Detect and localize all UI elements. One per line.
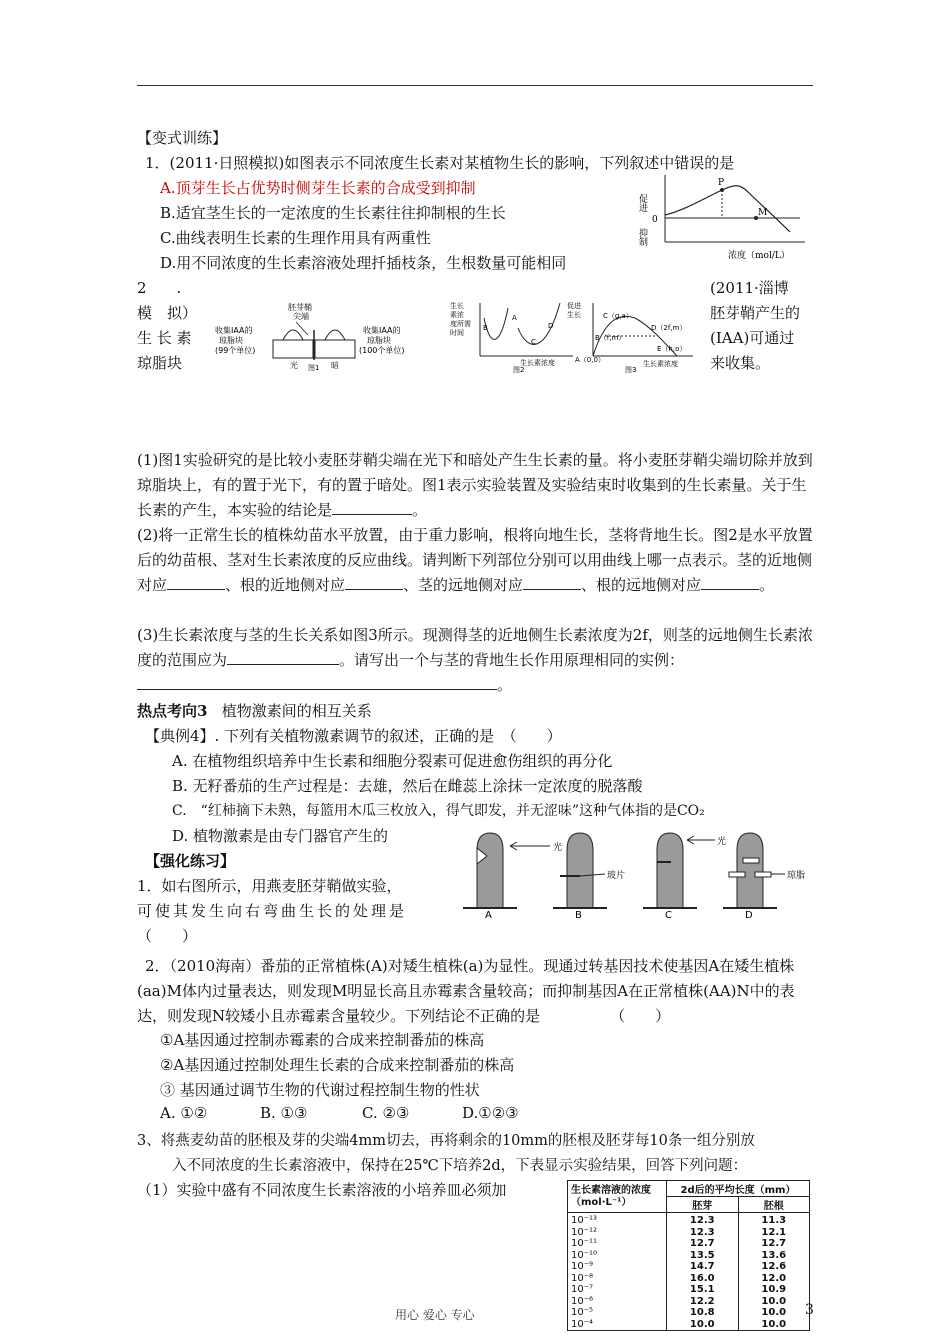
table-cell: 10.8 — [689, 1307, 715, 1318]
fig1-left-tip — [283, 330, 303, 340]
table-cell: 10⁻⁵ — [571, 1307, 594, 1318]
q1-y-top: 促进 — [637, 194, 647, 212]
table-cell: 11.3 — [761, 1215, 787, 1226]
table-cell: 12.3 — [689, 1215, 715, 1226]
ex4-option-b: B. 无籽番茄的生产过程是：去雄，然后在雌蕊上涂抹一定浓度的脱落酸 — [172, 777, 643, 795]
q2-figure-1 — [213, 300, 413, 372]
q2-blank-5[interactable] — [701, 575, 759, 590]
table-header-row — [568, 1181, 810, 1197]
table-cell: 10.0 — [761, 1307, 787, 1318]
q1-label-p: P — [718, 178, 725, 188]
fig3-e: E（h,o） — [657, 345, 687, 353]
ex4-option-a: A. 在植物组织培养中生长素和细胞分裂素可促进愈伤组织的再分化 — [172, 752, 613, 770]
hot-topic-heading: 热点考向3 植物激素间的相互关系 — [137, 702, 372, 720]
q2-blank-7[interactable] — [137, 675, 497, 690]
coleoptile-label-d: D — [745, 910, 753, 921]
section-title: 【变式训练】 — [137, 129, 228, 147]
q1-growth-curve-figure — [637, 170, 815, 265]
q1-option-c: C.曲线表明生长素的生理作用具有两重性 — [160, 229, 431, 247]
fig3-x-label: 生长素浓度 — [643, 360, 678, 368]
fig1-right-block — [315, 340, 355, 358]
coleoptile-a — [477, 833, 503, 908]
s-q3-line-2: 入不同浓度的生长素溶液中，保持在25℃下培养2d，下表显示实验结果，回答下列问题： — [172, 1158, 748, 1174]
q2-blank-6[interactable] — [227, 650, 339, 665]
q1-option-a: A.顶芽生长占优势时侧芽生长素的合成受到抑制 — [160, 179, 476, 197]
fig1-top: 胚芽鞘 — [288, 303, 312, 312]
glass-label: 玻片 — [607, 871, 626, 881]
table-cell: 10⁻¹³ — [571, 1215, 598, 1226]
table-cell: 12.3 — [689, 1226, 715, 1238]
fig2-a: A — [512, 314, 517, 322]
q2-figure-3 — [565, 298, 700, 374]
table-cell: 12.2 — [689, 1295, 715, 1307]
table-cell: 10⁻¹² — [571, 1226, 598, 1238]
page-number: 3 — [805, 1302, 814, 1318]
q1-label-m: M — [758, 208, 768, 218]
q2-figure-2 — [448, 298, 578, 374]
coleoptile-c — [657, 833, 683, 908]
fig1-dark: 暗 — [331, 361, 339, 370]
table-cell: 12.6 — [761, 1261, 787, 1272]
table-header-root: 胚根 — [738, 1197, 810, 1213]
q2-number: 2 . — [137, 279, 182, 297]
table-header-length: 2d后的平均长度（mm） — [667, 1181, 810, 1197]
table-body-row — [568, 1213, 810, 1331]
q1-stem: 1．(2011·日照模拟)如图表示不同浓度生长素对某植物生长的影响，下列叙述中错误的是 — [145, 154, 735, 172]
fig1-left-block — [273, 340, 313, 358]
s-q3-sub-1: （1）实验中盛有不同浓度生长素溶液的小培养皿必须加 — [137, 1181, 507, 1199]
table-cell: 10⁻⁷ — [571, 1284, 594, 1295]
table-cell: 12.0 — [761, 1272, 787, 1284]
q2-part-3: (3)生长素浓度与茎的生长关系如图3所示。现测得茎的近地侧生长素浓度为2f，则茎的远地侧生长素浓度的范围应为 。请写出一个与茎的背地生长作用原理相同的实例：。 — [137, 626, 813, 694]
q2-blank-2[interactable] — [167, 575, 225, 590]
fig3-y2: 生长 — [567, 311, 581, 319]
page-footer: 用心 爱心 专心 — [395, 1308, 475, 1322]
fig2-c: C — [531, 338, 536, 346]
fig2-b: B — [483, 324, 488, 332]
q1-option-b: B.适宜茎生长的一定浓度的生长素往往抑制根的生长 — [160, 204, 506, 222]
fig3-y1: 促进 — [567, 302, 581, 310]
light-label-1: 光 — [553, 843, 563, 853]
coleoptile-d — [737, 833, 763, 908]
q1-y-bottom: 抑制 — [637, 228, 647, 246]
fig2-y2: 素浓 — [450, 311, 464, 319]
q2-right-line-3: 来收集。 — [710, 354, 771, 372]
s-q2-option-d: D.①②③ — [462, 1104, 519, 1122]
table-cell: 10.0 — [761, 1318, 787, 1330]
table-cell: 14.7 — [689, 1261, 715, 1272]
table-cell: 10⁻⁸ — [571, 1272, 594, 1284]
table-cell: 12.7 — [761, 1238, 787, 1249]
q2-left-line-3: 琼脂块 — [137, 354, 183, 372]
s-q2-item-3: ③ 基因通过调节生物的代谢过程控制生物的性状 — [160, 1081, 480, 1099]
agar-top — [743, 858, 759, 863]
s-q2-stem: 2．（2010海南）番茄的正常植株(A)对矮生植株(a)为显性。现通过转基因技术使基因A在矮生植株(aa)M体内过量表达，则发现M明显长高且赤霉素含量较高；而抑制基因A在正常植株(AA)N中的表达，则发现N较矮小且赤霉素含量较少。下列结论不正确的是 （ ） — [137, 957, 795, 1025]
table-conc-col — [568, 1213, 667, 1331]
q2-left-line-1: 模 拟） — [137, 304, 198, 322]
q2-blank-1[interactable] — [332, 500, 412, 515]
fig3-d: D（2f,m） — [651, 324, 687, 332]
fig2-curve-stem — [518, 303, 560, 344]
fig1-light: 光 — [290, 361, 298, 370]
strengthen-title: 【强化练习】 — [145, 852, 236, 870]
fig1-pointer — [296, 322, 308, 335]
coleoptile-figure — [455, 828, 815, 920]
table-bud-col — [667, 1213, 739, 1331]
table-cell: 10⁻¹⁰ — [571, 1249, 598, 1261]
s-q2-item-1: ①A基因通过控制赤霉素的合成来控制番茄的株高 — [160, 1031, 485, 1049]
agar-label: 琼脂 — [787, 871, 806, 881]
table-cell: 10.0 — [761, 1295, 787, 1307]
q1-point-p — [720, 188, 724, 192]
s-q3-line-1: 3、将燕麦幼苗的胚根及芽的尖端4mm切去，再将剩余的10mm的胚根及胚芽每10条一组分别放 — [137, 1133, 755, 1149]
ex4-option-d: D. 植物激素是由专门器官产生的 — [172, 827, 389, 845]
header-rule — [137, 85, 813, 86]
fig2-y4: 时间 — [450, 329, 464, 337]
q2-right-line-2: (IAA)可通过 — [710, 329, 795, 347]
q2-blank-4[interactable] — [523, 575, 581, 590]
results-table — [567, 1180, 810, 1331]
fig3-b: B（f,m） — [595, 334, 626, 342]
s-q1-line-2: 可使其发生向右弯曲生长的处理是 — [137, 902, 408, 920]
light-label-2: 光 — [717, 837, 727, 847]
fig1-right-2: 琼脂块 — [367, 336, 391, 345]
q2-right-line-1: 胚芽鞘产生的 — [710, 304, 801, 322]
fig3-a: A（0,0） — [575, 356, 605, 364]
q2-part-1: (1)图1实验研究的是比较小麦胚芽鞘尖端在光下和暗处产生生长素的量。将小麦胚芽鞘尖端切除并放到琼脂块上，有的置于光下，有的置于暗处。图1表示实验装置及实验结束时收集到的生长素量。关于生长素的产生，本实验的结论是 。 — [137, 451, 813, 519]
table-cell: 13.5 — [689, 1249, 715, 1261]
fig1-right-tip — [325, 330, 345, 340]
coleoptile-label-a: A — [485, 910, 492, 921]
agar-right — [755, 872, 771, 877]
table-cell: 10.0 — [689, 1318, 715, 1330]
table-cell: 15.1 — [689, 1284, 715, 1295]
table-header-conc: 生长素溶液的浓度（mol·L⁻¹） — [568, 1181, 667, 1213]
fig3-c: C（g,a） — [603, 312, 633, 320]
ex4-option-c: C. “红柿摘下未熟，每篮用木瓜三枚放入，得气即发，并无涩味”这种气体指的是CO₂ — [172, 803, 705, 819]
coleoptile-label-c: C — [665, 910, 672, 921]
coleoptile-label-b: B — [575, 910, 582, 921]
fig2-x-label: 生长素浓度 — [520, 359, 555, 367]
table-root-col — [738, 1213, 810, 1331]
s-q2-option-c: C. ②③ — [362, 1104, 410, 1122]
fig2-caption: 图2 — [513, 366, 525, 374]
s-q2-option-a: A. ①② — [160, 1104, 208, 1122]
table-cell: 10⁻⁹ — [571, 1261, 594, 1272]
table-cell: 10⁻⁶ — [571, 1295, 594, 1307]
fig1-left-1: 收集IAA的 — [215, 326, 253, 335]
table-header-bud: 胚芽 — [667, 1197, 739, 1213]
s-q2-item-2: ②A基因通过控制处理生长素的合成来控制番茄的株高 — [160, 1056, 515, 1074]
q2-right-top: (2011·淄博 — [710, 279, 789, 297]
fig2-d: D — [548, 322, 554, 330]
q1-x-label: 浓度（mol/L） — [728, 251, 790, 261]
table-cell: 13.6 — [761, 1249, 787, 1261]
fig1-top2: 尖端 — [293, 312, 309, 321]
coleoptile-b — [567, 833, 593, 908]
fig3-caption: 图3 — [625, 366, 637, 374]
s-q1-line-1: 1．如右图所示，用燕麦胚芽鞘做实验， — [137, 877, 402, 895]
table-cell: 10⁻⁴ — [571, 1318, 594, 1330]
q1-y-zero: 0 — [652, 215, 658, 225]
q1-curve — [665, 186, 790, 232]
fig2-y3: 度所需 — [450, 320, 471, 328]
table-cell: 10⁻¹¹ — [571, 1238, 598, 1249]
table-cell: 12.1 — [761, 1226, 787, 1238]
table-cell: 12.7 — [689, 1238, 715, 1249]
q2-blank-3[interactable] — [345, 575, 403, 590]
table-cell: 16.0 — [689, 1272, 715, 1284]
fig1-right-3: (100个单位) — [359, 346, 405, 355]
fig1-caption: 图1 — [308, 364, 320, 372]
q2-left-line-2: 生 长 素 — [137, 329, 192, 347]
fig1-left-3: (99个单位) — [215, 346, 256, 355]
q2-part-2: (2)将一正常生长的植株幼苗水平放置，由于重力影响，根将向地生长，茎将背地生长。图2是水平放置后的幼苗根、茎对生长素浓度的反应曲线。请判断下列部位分别可以用曲线上哪一点表示。茎的近地侧对应 、根的近地侧对应 、茎的远地侧对应 、根的远地侧对应 。 — [137, 526, 813, 594]
agar-left — [729, 872, 745, 877]
fig1-right-1: 收集IAA的 — [363, 326, 401, 335]
ex4-stem: 【典例4】. 下列有关植物激素调节的叙述，正确的是 （ ） — [145, 727, 562, 745]
fig2-y1: 生长 — [450, 302, 464, 310]
fig1-left-2: 琼脂块 — [219, 336, 243, 345]
s-q2-option-b: B. ①③ — [260, 1104, 308, 1122]
table-cell: 10.9 — [761, 1284, 787, 1295]
q1-option-d: D.用不同浓度的生长素溶液处理扦插枝条，生根数量可能相同 — [160, 254, 567, 272]
s-q1-line-3: （ ） — [137, 927, 198, 945]
